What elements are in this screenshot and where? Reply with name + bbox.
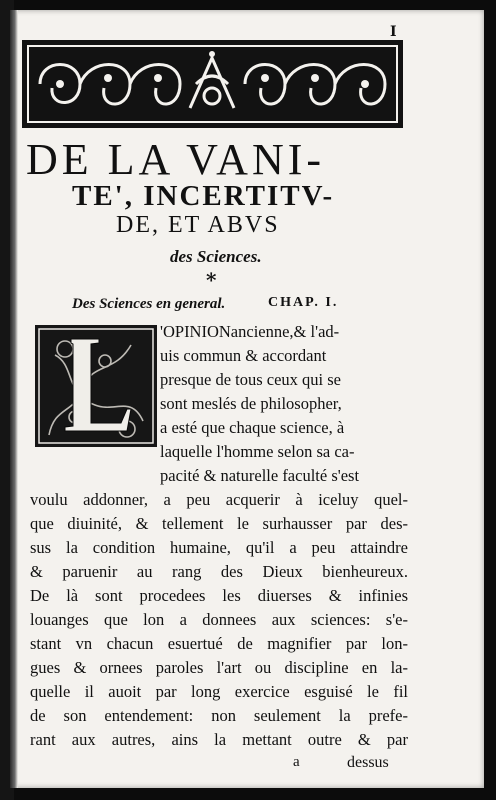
body-line: que diuinité, & tellement le surhausser par des- xyxy=(30,514,408,533)
body-line: De là sont procedees les diuerses & infinies xyxy=(30,586,408,605)
catchword: dessus xyxy=(347,754,389,771)
body-line: rant aux autres, ains la mettant outre & par xyxy=(30,730,408,749)
body-line: quelle il auoit par long exercice esguisé le fil xyxy=(30,682,408,701)
body-line: uis commun & accordant xyxy=(160,346,327,365)
binding-shadow xyxy=(10,10,18,788)
title-subtitle: des Sciences. xyxy=(170,247,262,266)
asterisk-ornament: * xyxy=(206,268,217,292)
body-line: a esté que chaque science, à xyxy=(160,418,345,437)
section-heading: Des Sciences en general. xyxy=(72,296,226,312)
signature-mark: a xyxy=(293,754,300,770)
body-line: laquelle l'homme selon sa ca- xyxy=(160,442,355,461)
section-heading-row xyxy=(72,295,407,313)
body-line: 'OPINIONancienne,& l'ad- xyxy=(160,322,340,341)
title-line-1: DE LA VANI- xyxy=(26,135,326,184)
title-line-3: DE, ET ABVS xyxy=(116,212,280,238)
body-line: louanges que lon a donnees aux sciences: s'e- xyxy=(30,610,408,629)
body-line: sont meslés de philosopher, xyxy=(160,394,342,413)
body-line: voulu addonner, a peu acquerir à iceluy quel- xyxy=(30,490,408,509)
body-line: stant vn chacun esuertué de magnifier par lon- xyxy=(30,634,408,653)
body-line: pacité & naturelle faculté s'est xyxy=(160,466,360,485)
book-page xyxy=(10,10,484,788)
headpiece-ornament xyxy=(20,38,405,130)
title-line-2: TE', INCERTITV- xyxy=(72,180,335,212)
body-line: sus la condition humaine, qu'il a peu attaindre xyxy=(30,538,408,557)
decorated-initial-L xyxy=(35,325,157,447)
body-line: & paruenir au rang des Dieux bienheureux. xyxy=(30,562,408,581)
chapter-label: CHAP. I. xyxy=(268,295,339,310)
body-line: de son entendement: non seulement la prefe- xyxy=(30,706,408,725)
body-line: presque de tous ceux qui se xyxy=(160,370,341,389)
page-number: I xyxy=(390,24,397,40)
body-line: gues & ornees paroles l'art ou discipline en la- xyxy=(30,658,408,677)
